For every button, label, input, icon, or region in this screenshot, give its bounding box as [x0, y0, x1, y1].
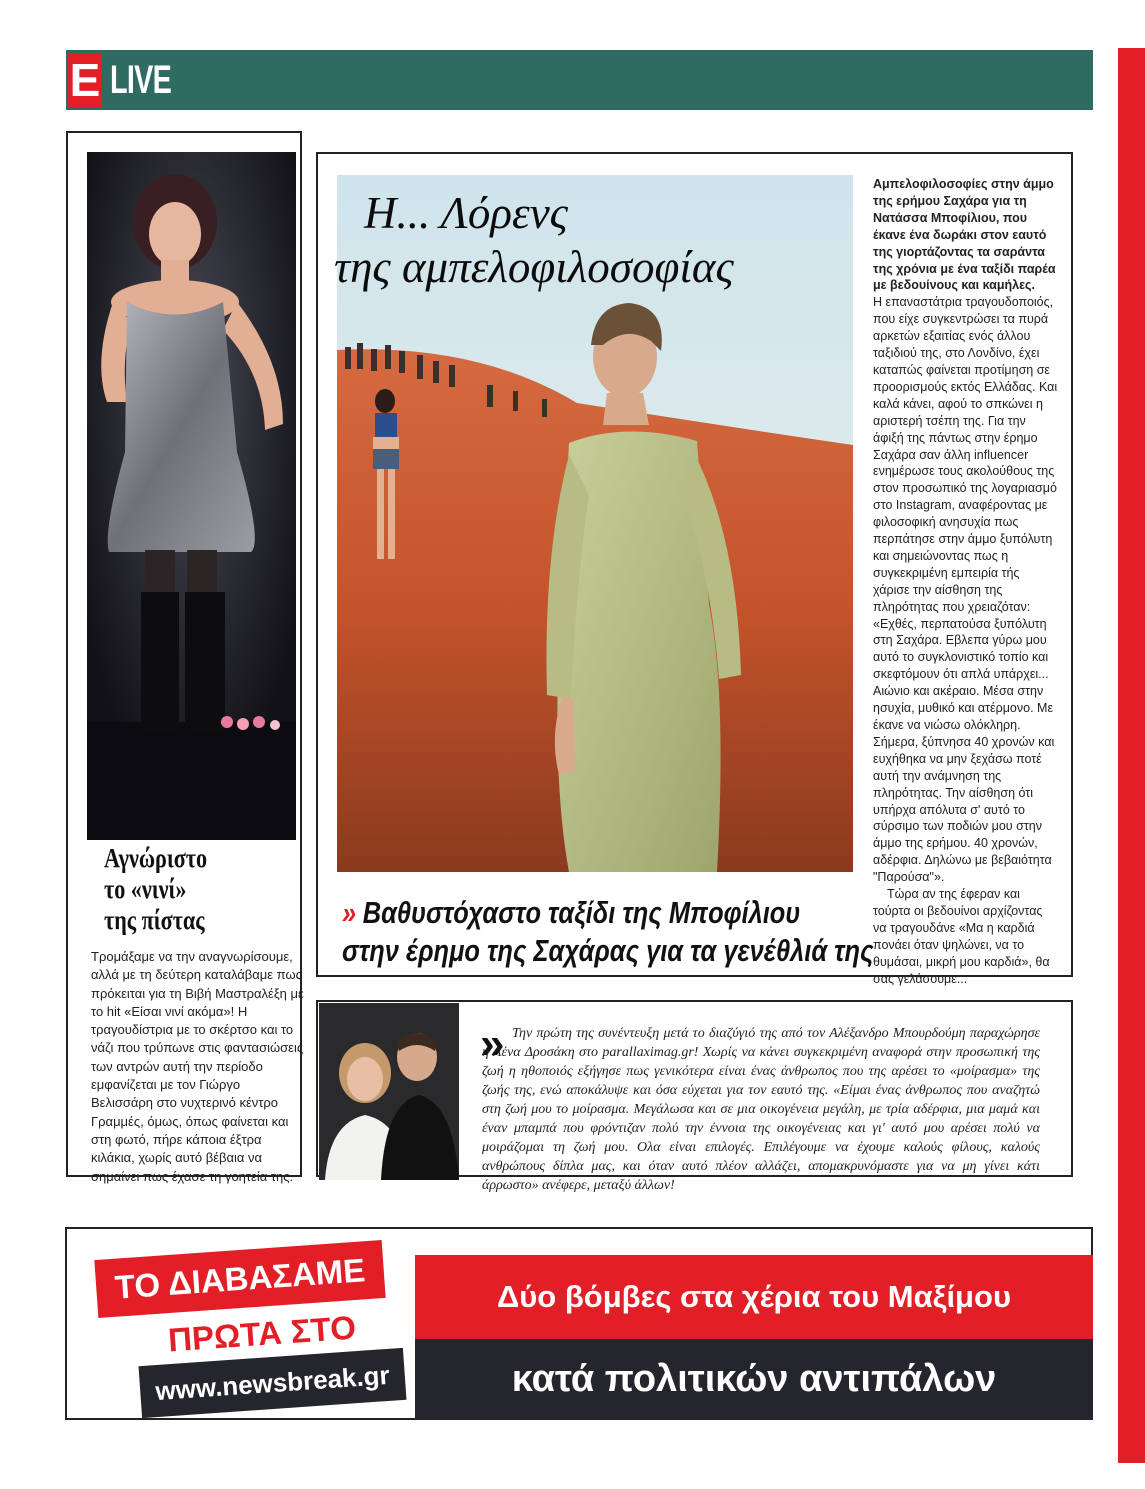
promo-headline-bottom: κατά πολιτικών αντιπάλων [511, 1358, 997, 1400]
main-headline-line2: της αμπελοφιλοσοφίας [334, 242, 734, 292]
left-headline-line: Αγνώριστο [104, 843, 208, 873]
page-edge-red-bar [1118, 48, 1145, 1463]
main-story-body: Η επαναστάτρια τραγουδοποιός, που είχε συγκεντρώσει τα πυρά αρκετών εξαιτίας ενός άλλου ταξιδιού της, στο Λονδίνο, έχει καταπώς φαίνεται προτίμηση σε προορισμούς εκτός Ελλάδας. Και καλά κάνει, αφού το σπκώνει η αριστερή τσέπη της. Για την άφιξή της πάντως στην έρημο Σαχάρα σαν άλλη influencer ενημέρωσε τους ακολούθους της στον προσωπικό της λογαριασμό στο Instagram, αναφέροντας με φιλοσοφική ανησυχία πως περπάτησε στην άμμο ξυπόλυτη και σημειώνοντας πως η συγκεκριμένη εμπειρία τής χάρισε την αίσθηση της πληρότητας που χρειαζόταν: «Εχθές, περπατούσα ξυπόλυτη στη Σαχάρα. Εβλεπα γύρω μου αυτό το συγκλονιστικό τοπίο και σκεφτόμουν ότι απλά υπάρχει... Αιώνιο και ακέραιο. Μέσα στην ησυχία, μυθικό και ατέρμονο. Με έκανε να νιώσω ολόκληρη. Σήμερα, ξύπνησα 40 χρονών και ευχήθηκα να μην ξεχάσω ποτέ αυτή την ανάμνηση της πληρότητας. Την αίσθηση ότι υπήρχα απόλυτα σ' αυτό το σύρσιμο των ποδιών μου στην άμμο της ερήμου. 40 χρονών, αδέρφια. Δηλώνω με βεβαιότητα "Παρούσα"». [873, 295, 1058, 885]
promo-tag-first-at: ΠΡΩΤΑ ΣΤΟ [166, 1308, 358, 1359]
subheadline-line2: στην έρημο της Σαχάρας για τα γενέθλιά της [342, 933, 874, 968]
main-story-body-end: Τώρα αν της έφεραν και τούρτα οι βεδουίνοι αρχίζοντας να τραγουδάνε «Μα η καρδιά πονάει όταν ψηλώνει, να το θυμάσαι, μικρή μου καρδιά», θα σας γελάσουμε... [873, 887, 1050, 986]
interview-text: Την πρώτη της συνέντευξη μετά το διαζύγιό της από τον Αλέξανδρο Μπουρδούμη παραχώρησε η Λένα Δροσάκη στο parallaximag.gr! Χωρίς να κάνει συγκεκριμένη αναφορά στην προσωπική της ζωή η ηθοποιός εξήγησε πως γενικότερα είναι ένας άνθρωπος που της αρέσει το «μοίρασμα» της ζωής της, ενώ αποκάλυψε και όσα εύχεται για τον εαυτό της. «Είμαι ένας άνθρωπος που αναζητώ στη ζωή μου το μοίρασμα. Μεγάλωσα και σε μια οικογένεια μεγάλη, με τρία αδέρφια, μια μαμά και έναν μπαμπά που φρόντιζαν πολύ την έννοια της οικογένειας και γι' αυτό μου αρέσει πολύ να μοιράζομαι τη ζωή μου. Ολα είναι επιλογές. Επιλέγουμε να έχουμε καλούς φίλους, καλούς ανθρώπους δίπλα μας, και όταν αυτό πλέον αλλάζει, απομακρυνόμαστε για να μη γίνει κάτι άρρωστο» ανέφερε, μεταξύ άλλων! [482, 1026, 1040, 1193]
left-story-body: Τρομάξαμε να την αναγνωρίσουμε, αλλά με τη δεύτερη καταλάβαμε πως πρόκειται για τη Βιβή Μαστραλέξη με το hit «Είσαι νινί ακόμα»! Η τραγουδίστρια με το σκέρτσο και το νάζι που τρύπωνε στις φαντασιώσεις των αντρών αυτή την περίοδο εμφανίζεται με τον Γιώργο Βελισσάρη στο νυχτερινό κέντρο Γραμμές, όμως, όπως φαίνεται και στη φωτό, πήρε κάποια έξτρα κιλάκια, χωρίς αυτό βέβαια να σημαίνει πως έχασε τη γοητεία της. [91, 949, 304, 1184]
section-title: LIVE [110, 58, 172, 102]
singer-stage-photo [87, 152, 296, 840]
section-header-bar [66, 50, 1093, 110]
left-headline-line: το «νινί» [104, 874, 187, 904]
promo-headline-top: Δύο βόμβες στα χέρια του Μαξίμου [496, 1279, 1011, 1314]
main-subheadline [342, 894, 924, 970]
interview-quote-marker: » [480, 1019, 505, 1068]
left-story-headline [104, 843, 260, 936]
main-headline [334, 186, 844, 294]
left-headline-line: της πίστας [104, 905, 205, 935]
promo-tag-read-first: ΤΟ ΔΙΑΒΑΣΑΜΕ [94, 1240, 385, 1318]
main-story-column [873, 176, 1059, 988]
subheadline-line1: Βαθυστόχαστο ταξίδι της Μποφίλιου [362, 895, 801, 930]
main-story-lead: Αμπελοφιλοσοφίες στην άμμο της ερήμου Σαχάρα για τη Νατάσσα Μποφίλιου, που έκανε ένα δωράκι στον εαυτό της γιορτάζοντας τα σαράντα της χρόνια με ένα ταξίδι παρέα με βεδουίνους και καμήλες. [873, 177, 1056, 293]
subheadline-marker: » [342, 895, 357, 930]
promo-tag-website[interactable]: www.newsbreak.gr [139, 1348, 407, 1418]
couple-photo [319, 1003, 459, 1180]
main-headline-line1: Η... Λόρενς [364, 188, 568, 238]
magazine-logo: E [69, 54, 101, 106]
